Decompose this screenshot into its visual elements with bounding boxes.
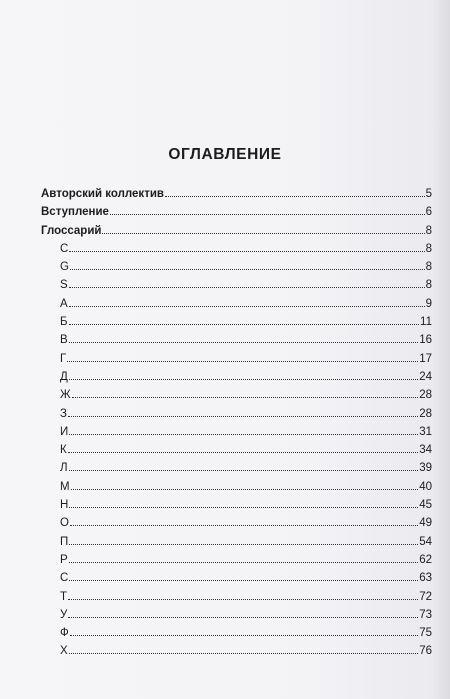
toc-entry-label: С xyxy=(60,572,69,585)
dot-leader xyxy=(69,423,418,435)
dot-leader xyxy=(72,386,419,398)
toc-subentry xyxy=(41,386,432,404)
toc-entry-page: 5 xyxy=(425,188,432,200)
toc-entry-page: 28 xyxy=(419,407,432,420)
toc-subentry xyxy=(41,588,432,606)
toc-subentry xyxy=(41,240,432,258)
dot-leader xyxy=(110,203,425,215)
dot-leader xyxy=(102,222,424,234)
dot-leader xyxy=(68,405,418,417)
dot-leader xyxy=(68,441,419,453)
toc-subentry xyxy=(41,405,432,423)
toc-subentry xyxy=(41,313,432,331)
dot-leader xyxy=(70,258,425,270)
toc-entry-page: 73 xyxy=(419,608,432,621)
toc-subentry xyxy=(41,258,432,276)
toc-subentry xyxy=(41,514,432,532)
dot-leader xyxy=(69,295,425,307)
toc-entry xyxy=(41,222,432,240)
toc-subentry xyxy=(41,496,432,514)
dot-leader xyxy=(67,350,418,362)
toc-entry-label: В xyxy=(60,334,68,347)
dot-leader xyxy=(71,478,419,490)
dot-leader xyxy=(69,240,424,252)
toc-subentry xyxy=(41,569,432,587)
dot-leader xyxy=(69,331,419,343)
toc-entry-page: 9 xyxy=(425,297,432,310)
toc-entry-label: S xyxy=(60,279,68,292)
dot-leader xyxy=(69,368,418,380)
toc-subentry xyxy=(41,276,432,294)
toc-entry-label: А xyxy=(60,297,68,310)
toc-entry-label: У xyxy=(60,608,68,621)
toc-entry-page: 11 xyxy=(420,316,432,329)
toc-subentry xyxy=(41,551,432,569)
dot-leader xyxy=(69,569,418,581)
toc-entry-label: Вступление xyxy=(41,206,109,219)
toc-subentry xyxy=(41,331,432,349)
dot-leader xyxy=(69,642,419,654)
toc-entry-label: О xyxy=(60,517,69,530)
dot-leader xyxy=(69,496,418,508)
toc-entry xyxy=(41,203,432,221)
toc-entry-label: Л xyxy=(60,462,68,475)
dot-leader xyxy=(69,459,419,471)
toc-subentry xyxy=(41,624,432,642)
toc-heading: ОГЛАВЛЕНИЕ xyxy=(168,146,282,163)
toc-subentry xyxy=(41,478,432,496)
toc-entry-label: Д xyxy=(60,370,68,383)
toc-entry-label: Х xyxy=(60,645,68,658)
toc-subentry xyxy=(41,606,432,624)
toc-subentry xyxy=(41,459,432,477)
dot-leader xyxy=(70,624,418,636)
toc-entry xyxy=(41,185,432,203)
toc-entry-page: 75 xyxy=(419,627,432,640)
toc-entry-label: Н xyxy=(60,499,69,512)
dot-leader xyxy=(165,185,425,197)
toc-entry-label: И xyxy=(60,425,69,438)
toc-list xyxy=(41,185,432,661)
dot-leader xyxy=(68,588,418,600)
dot-leader xyxy=(69,551,419,563)
toc-entry-page: 28 xyxy=(419,389,432,402)
toc-entry-page: 8 xyxy=(425,279,432,292)
toc-entry-page: 8 xyxy=(425,242,432,255)
toc-entry-label: C xyxy=(60,242,69,255)
dot-leader xyxy=(70,514,418,526)
toc-entry-page: 16 xyxy=(419,334,432,347)
toc-entry-label: G xyxy=(60,261,69,274)
toc-subentry xyxy=(41,295,432,313)
toc-entry-label: Р xyxy=(60,553,68,566)
toc-subentry xyxy=(41,642,432,660)
toc-entry-page: 40 xyxy=(419,480,432,493)
toc-entry-page: 54 xyxy=(419,535,432,548)
toc-subentry xyxy=(41,423,432,441)
toc-entry-page: 76 xyxy=(419,645,432,658)
toc-entry-page: 31 xyxy=(419,425,432,438)
toc-entry-page: 62 xyxy=(419,553,432,566)
page-edge-shadow xyxy=(432,0,450,699)
toc-subentry xyxy=(41,533,432,551)
toc-entry-label: З xyxy=(60,407,67,420)
toc-entry-label: Б xyxy=(60,316,68,329)
toc-entry-page: 8 xyxy=(425,224,432,237)
toc-entry-page: 39 xyxy=(419,462,432,475)
toc-entry-label: Авторский коллектив xyxy=(41,188,164,200)
toc-subentry xyxy=(41,368,432,386)
dot-leader xyxy=(69,533,418,545)
toc-entry-label: М xyxy=(60,480,70,493)
toc-entry-label: Т xyxy=(60,590,68,603)
toc-entry-page: 63 xyxy=(419,572,432,585)
dot-leader xyxy=(69,313,420,325)
dot-leader xyxy=(68,606,418,618)
toc-entry-label: Ж xyxy=(60,389,71,402)
toc-entry-label: П xyxy=(60,535,69,548)
toc-subentry xyxy=(41,350,432,368)
toc-entry-label: К xyxy=(60,444,67,457)
toc-subentry xyxy=(41,441,432,459)
toc-entry-page: 17 xyxy=(419,352,432,365)
toc-entry-page: 49 xyxy=(419,517,432,530)
toc-entry-label: Ф xyxy=(60,627,69,640)
toc-entry-page: 6 xyxy=(425,206,432,219)
toc-entry-page: 24 xyxy=(419,370,432,383)
toc-entry-page: 34 xyxy=(419,444,432,457)
toc-entry-page: 8 xyxy=(425,261,432,274)
toc-entry-label: Глоссарий xyxy=(41,224,102,237)
toc-entry-page: 72 xyxy=(419,590,432,603)
toc-entry-label: Г xyxy=(60,352,67,365)
toc-entry-page: 45 xyxy=(419,499,432,512)
dot-leader xyxy=(69,276,425,288)
